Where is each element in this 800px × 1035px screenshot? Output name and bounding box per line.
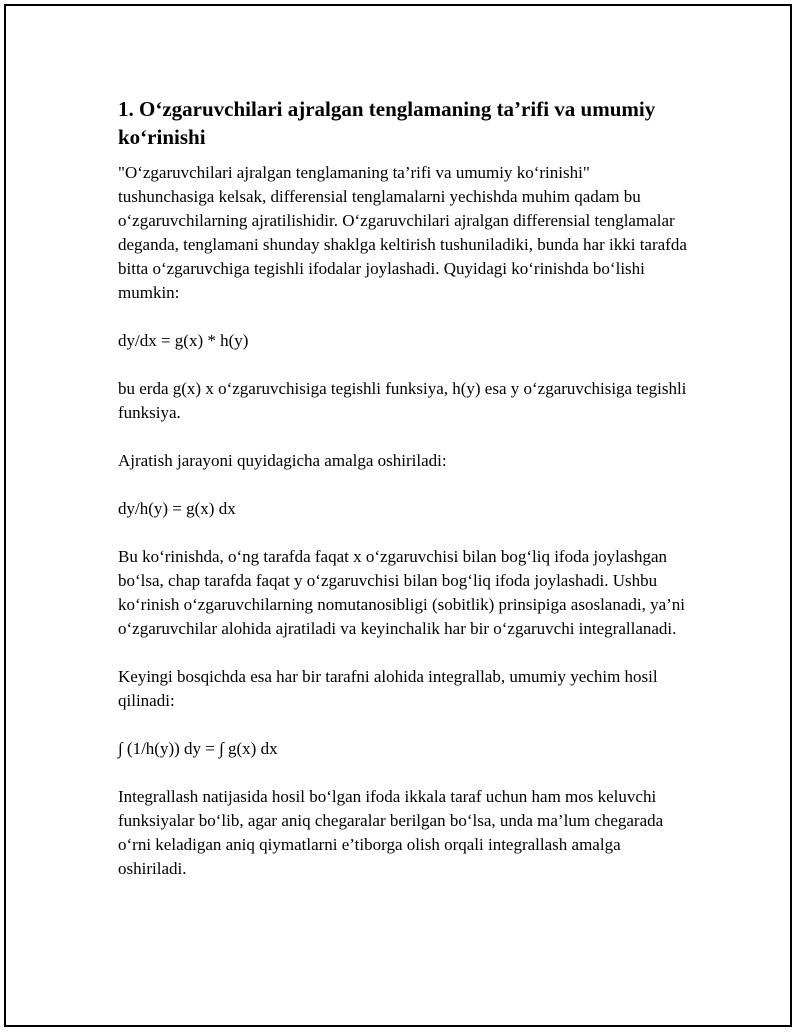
intro-paragraph: "O‘zgaruvchilari ajralgan tenglamaning ta’rifi va umumiy ko‘rinishi" tushunchasiga kelsak, differensial tenglamalarni yechishda muhim qadam bu o‘zgaruvchilarning ajratilishidir. O‘zgaruvchilari ajralgan differensial tenglamalar deganda, tenglamani shunday shaklga keltirish tushuniladiki, bunda har ikki tarafda bitta o‘zgaruvchiga tegishli ifodalar joylashadi. Quyidagi ko‘rinishda bo‘lishi mumkin: [118, 163, 687, 302]
separation-intro-paragraph: Ajratish jarayoni quyidagicha amalga oshiriladi: [118, 451, 447, 470]
document-body [118, 95, 688, 905]
equation-general-form: dy/dx = g(x) * h(y) [118, 331, 249, 350]
equation-integral-form: ∫ (1/h(y)) dy = ∫ g(x) dx [118, 739, 278, 758]
functions-explanation-paragraph: bu erda g(x) x o‘zgaruvchisiga tegishli funksiya, h(y) esa y o‘zgaruvchisiga tegishli funksiya. [118, 379, 687, 422]
equation-separated-form: dy/h(y) = g(x) dx [118, 499, 236, 518]
conclusion-paragraph: Integrallash natijasida hosil bo‘lgan ifoda ikkala taraf uchun ham mos keluvchi funksiyalar bo‘lib, agar aniq chegaralar berilgan bo‘lsa, unda ma’lum chegarada o‘rni keladigan aniq qiymatlarni e’tiborga olish orqali integrallash amalga oshiriladi. [118, 787, 664, 878]
section-title: 1. O‘zgaruvchilari ajralgan tenglamaning ta’rifi va umumiy ko‘rinishi [118, 97, 656, 149]
integration-intro-paragraph: Keyingi bosqichda esa har bir tarafni alohida integrallab, umumiy yechim hosil qilinadi: [118, 667, 658, 710]
separation-explanation-paragraph: Bu ko‘rinishda, o‘ng tarafda faqat x o‘zgaruvchisi bilan bog‘liq ifoda joylashgan bo‘lsa, chap tarafda faqat y o‘zgaruvchisi bilan bog‘liq ifoda joylashadi. Ushbu ko‘rinish o‘zgaruvchilarning nomutanosibligi (sobitlik) prinsipiga asoslanadi, ya’ni o‘zgaruvchilar alohida ajratiladi va keyinchalik har bir o‘zgaruvchi integrallanadi. [118, 547, 686, 638]
